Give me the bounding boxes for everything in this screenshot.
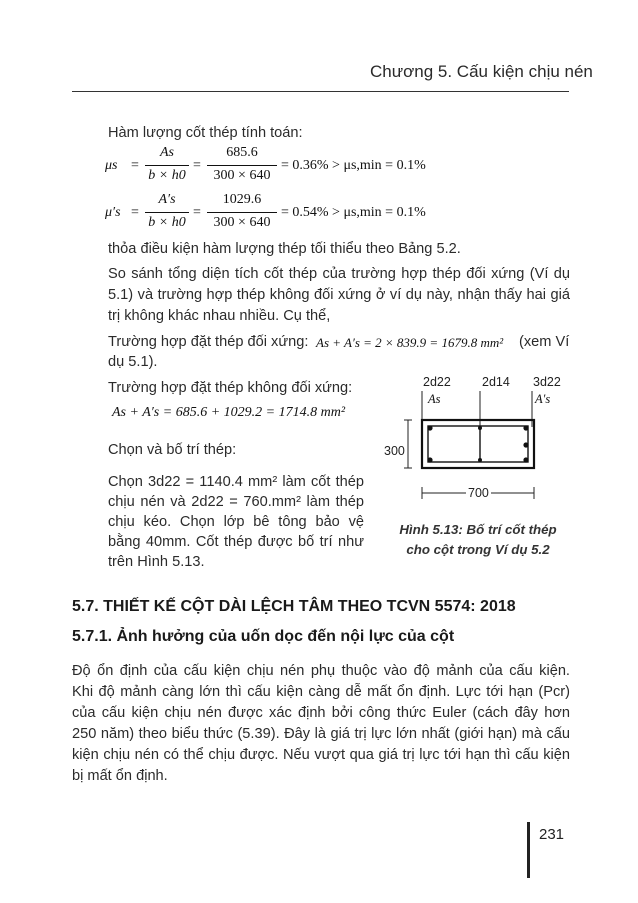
rebar-top-mid [478, 426, 482, 430]
asym-case-equation: As + A′s = 685.6 + 1029.2 = 1714.8 mm² [112, 405, 346, 420]
rebar-bottom-mid [478, 458, 482, 462]
para-1: thỏa điều kiện hàm lượng thép tối thiểu theo Bảng 5.2. [108, 241, 461, 257]
rebar-top-right [523, 425, 528, 430]
choose-line-4: bằng 40mm. Cốt thép được bố trí như [108, 534, 364, 550]
section-title: 5.7. THIẾT KẾ CỘT DÀI LỆCH TÂM THEO TCVN 5574: 2018 [72, 598, 516, 615]
equation-1: μs = As b × h0 = 685.6 300 × 640 = 0.36% > μs,min = 0.1% [105, 145, 426, 183]
label-as-prime: A′s [535, 392, 551, 406]
choose-line-3: chịu kéo. Chọn lớp bê tông bảo vệ [108, 514, 364, 530]
label-2d14: 2d14 [482, 375, 510, 389]
choose-line-1: Chọn 3d22 = 1140.4 mm² làm cốt thép [108, 474, 364, 490]
rebar-bottom-left [427, 457, 432, 462]
eq2-lhs: μ′s [105, 205, 121, 220]
figure-caption-line-1: Hình 5.13: Bố trí cốt thép [399, 522, 557, 537]
eq2-num-value: 1029.6 [222, 192, 262, 207]
eq2-den-value: 300 × 640 [213, 215, 271, 230]
header-rule [72, 91, 569, 92]
eq1-num-value: 685.6 [226, 145, 258, 160]
dim-width-label: 700 [468, 486, 489, 500]
choose-line-2: chịu nén và 2d22 = 760.mm² làm thép [108, 494, 364, 510]
body-line-1: Độ ổn định của cấu kiện chịu nén phụ thuộc vào độ mảnh của cấu kiện. [72, 663, 570, 679]
eq1-den-value: 300 × 640 [213, 168, 271, 183]
para-2-line-3: trị không khác nhau nhiều. Cụ thể, [108, 308, 331, 324]
sym-case-ref-cont: dụ 5.1). [108, 354, 158, 370]
eq1-den-symbol: b × h0 [148, 168, 186, 183]
para-2-line-1: So sánh tổng diện tích cốt thép của trường hợp thép đối xứng (Ví dụ [108, 266, 570, 282]
section-outline [422, 420, 534, 468]
asym-case-label: Trường hợp đặt thép không đối xứng: [108, 380, 353, 396]
choose-heading: Chọn và bố trí thép: [108, 442, 237, 458]
label-3d22: 3d22 [533, 375, 561, 389]
label-as: As [428, 392, 441, 406]
stirrup-outer [428, 426, 528, 462]
eq1-result: = 0.36% > μs,min = 0.1% [281, 158, 426, 173]
eq2-den-symbol: b × h0 [148, 215, 186, 230]
eq1-num-symbol: As [160, 145, 174, 160]
body-line-2: Khi độ mảnh càng lớn thì cấu kiện càng dễ mất ổn định. Lực tới hạn (Pcr) [72, 684, 570, 700]
page-number-bar [527, 822, 530, 878]
rebar-bottom-right [523, 457, 528, 462]
body-line-5: kiện chịu nén có thể chịu được. Nếu vượt qua giá trị lực tới hạn thì cấu kiện [72, 747, 570, 763]
body-line-6: bị mất ổn định. [72, 768, 168, 784]
dim-height-label: 300 [384, 444, 405, 458]
eq2-result: = 0.54% > μs,min = 0.1% [281, 205, 426, 220]
para-2-line-2: 5.1) và trường hợp thép không đối xứng ở ví dụ này, nhận thấy hai giá [108, 287, 570, 303]
sym-case-label: Trường hợp đặt thép đối xứng: [108, 334, 309, 350]
rebar-mid-right [523, 442, 528, 447]
figure-caption-line-2: cho cột trong Ví dụ 5.2 [406, 542, 550, 557]
sym-case-equation: As + A′s = 2 × 839.9 = 1679.8 mm² [316, 335, 504, 350]
body-line-4: 250 năm) theo biểu thức (5.39). Đây là giá trị lực lớn nhất (giới hạn) mà cấu [72, 726, 570, 742]
rebar-top-left [427, 425, 432, 430]
chapter-header: Chương 5. Cấu kiện chịu nén [370, 62, 593, 81]
eq2-num-symbol: A′s [158, 192, 176, 207]
page-number: 231 [539, 826, 565, 843]
eq1-lhs: μs [105, 158, 118, 173]
choose-line-5: trên Hình 5.13. [108, 554, 205, 570]
ratio-intro: Hàm lượng cốt thép tính toán: [108, 125, 303, 141]
section-subtitle: 5.7.1. Ảnh hưởng của uốn dọc đến nội lực của cột [72, 628, 455, 645]
body-line-3: của cấu kiện chịu nén được xác định bởi công thức Euler (cách đây hơn [72, 705, 570, 721]
label-2d22: 2d22 [423, 375, 451, 389]
equation-2: μ′s = A′s b × h0 = 1029.6 300 × 640 = 0.54% > μs,min = 0.1% [105, 192, 426, 230]
sym-case-ref: (xem Ví [519, 334, 570, 350]
